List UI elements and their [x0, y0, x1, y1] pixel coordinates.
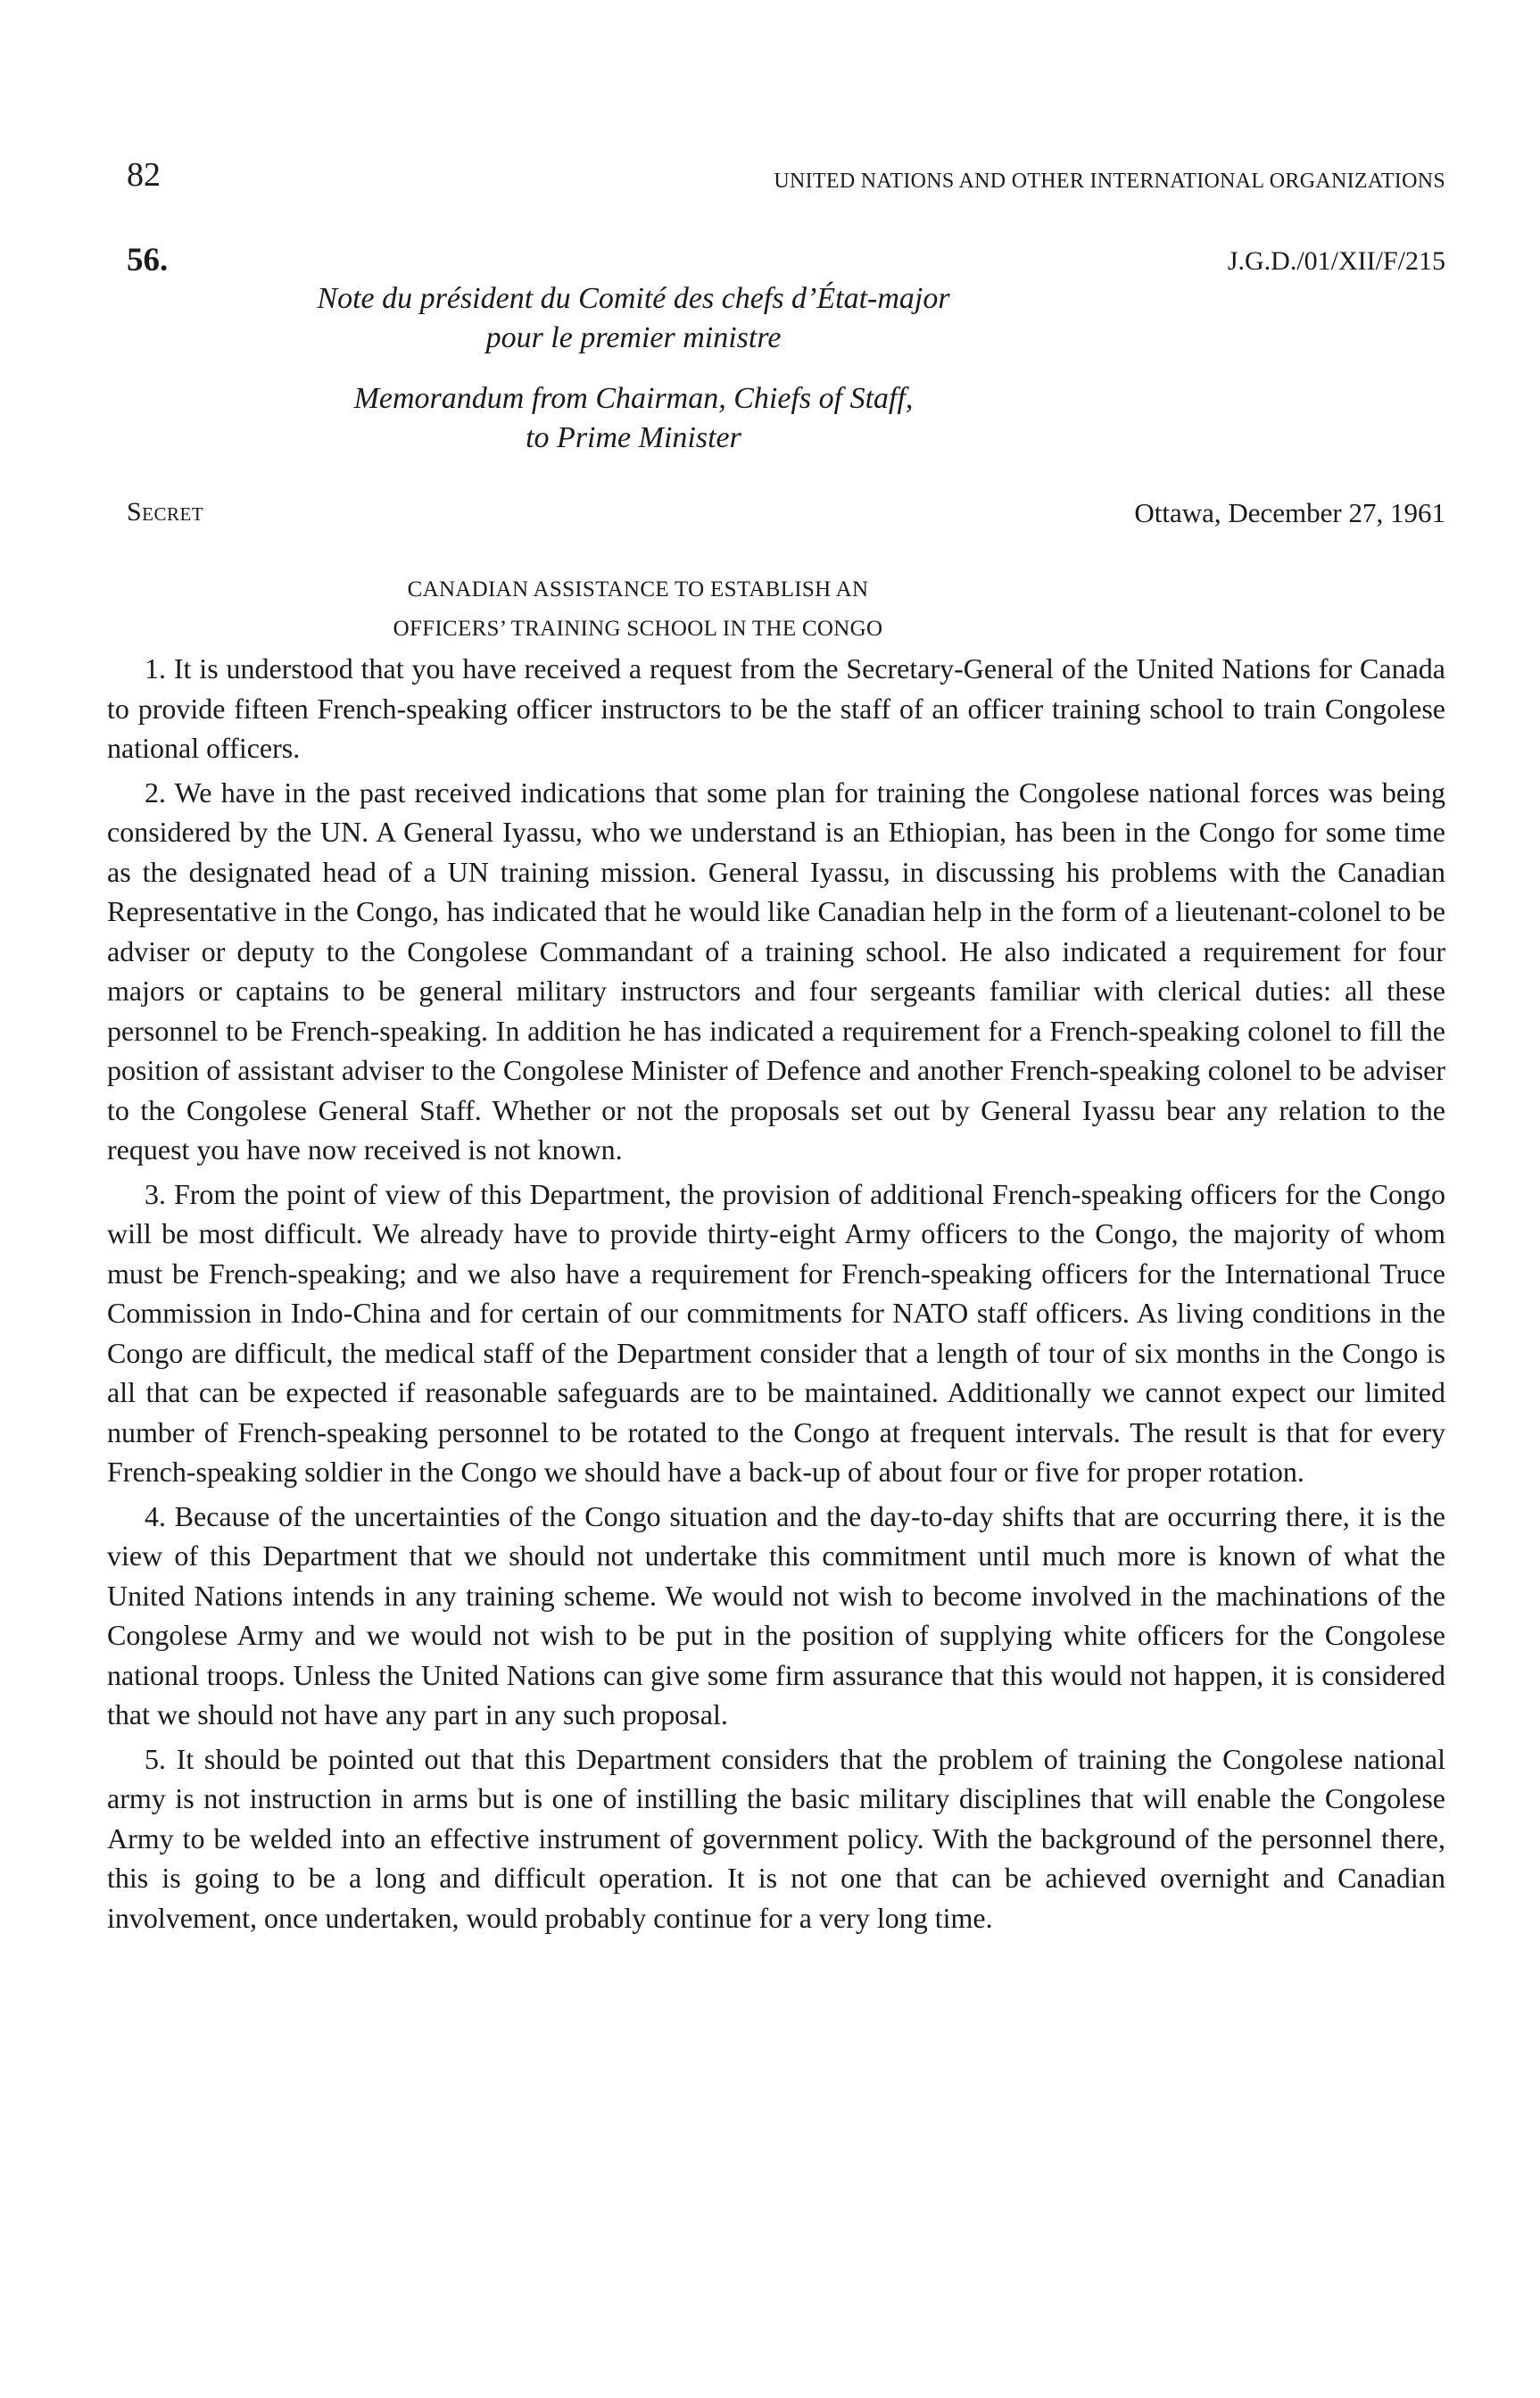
classification-row	[107, 485, 1445, 538]
subject-heading	[143, 570, 1133, 649]
place-and-date: Ottawa, December 27, 1961	[1134, 497, 1445, 528]
document-meta	[107, 214, 1445, 290]
subject-line: CANADIAN ASSISTANCE TO ESTABLISH AN	[407, 577, 869, 602]
paragraph: 1. It is understood that you have received a request from the Secretary-General of the United Nations for Canada to provide fifteen French-speaking officer instructors to be the staff of an officer training school to train Congolese national officers.	[107, 652, 1445, 764]
title-english	[187, 379, 1080, 458]
paragraph: 3. From the point of view of this Department, the provision of additional French-speaking officers for the Congo will be most difficult. We already have to provide thirty-eight Army officers to the Congo, the majority of whom must be French-speaking; and we also have a requirement for French-speaking officers for the International Truce Commission in Indo-China and for certain of our commitments for NATO staff officers. As living conditions in the Congo are difficult, the medical staff of the Department consider that a length of tour of six months in the Congo is all that can be expected if reasonable safeguards are to be maintained. Additionally we cannot expect our limited number of French-speaking personnel to be rotated to the Congo at frequent intervals. The result is that for every French-speaking soldier in the Congo we should have a back-up of about four or five for proper rotation.	[107, 1177, 1445, 1488]
running-header	[107, 143, 1445, 196]
subject-line: OFFICERS’ TRAINING SCHOOL IN THE CONGO	[393, 617, 883, 641]
title-french-line: pour le premier ministre	[485, 321, 782, 354]
document-number: 56.	[127, 242, 169, 278]
paragraph: 5. It should be pointed out that this Department considers that the problem of training the Congolese national army is not instruction in arms but is one of instilling the basic military disciplines that will enable the Congolese Army to be welded into an effective instrument of government policy. With the background of the personnel there, this is going to be a long and difficult operation. It is not one that can be achieved overnight and Canadian involvement, once undertaken, would probably continue for a very long time.	[107, 1742, 1445, 1934]
document-page	[107, 143, 1445, 1937]
document-titles	[187, 279, 1080, 458]
title-english-line: to Prime Minister	[526, 421, 741, 454]
document-reference: J.G.D./01/XII/F/215	[1227, 246, 1445, 276]
title-french-line: Note du président du Comité des chefs d’État-major	[317, 282, 950, 315]
memo-body	[107, 649, 1445, 1937]
title-french	[187, 279, 1080, 358]
paragraph: 4. Because of the uncertainties of the Congo situation and the day-to-day shifts that are occurring there, it is the view of this Department that we should not undertake this commitment until much more is known of what the United Nations intends in any training scheme. We would not wish to become involved in the machinations of the Congolese Army and we would not wish to be put in the position of supplying white officers for the Congolese national troops. Unless the United Nations can give some firm assurance that this would not happen, it is considered that we should not have any part in any such proposal.	[107, 1499, 1445, 1730]
running-title: UNITED NATIONS AND OTHER INTERNATIONAL ORGANIZATIONS	[774, 170, 1445, 193]
title-english-line: Memorandum from Chairman, Chiefs of Staff,	[353, 382, 914, 415]
paragraph: 2. We have in the past received indications that some plan for training the Congolese national forces was being considered by the UN. A General Iyassu, who we understand is an Ethiopian, has been in the Congo for some time as the designated head of a UN training mission. General Iyassu, in discussing his problems with the Canadian Representative in the Congo, has indicated that he would like Canadian help in the form of a lieutenant-colonel to be adviser or deputy to the Congolese Commandant of a training school. He also indicated a requirement for four majors or captains to be general military instructors and four sergeants familiar with clerical duties: all these personnel to be French-speaking. In addition he has indicated a requirement for a French-speaking colonel to fill the position of assistant adviser to the Congolese Minister of Defence and another French-speaking colonel to be adviser to the Congolese General Staff. Whether or not the proposals set out by General Iyassu bear any relation to the request you have now received is not known.	[107, 776, 1445, 1166]
page-number: 82	[127, 156, 161, 194]
security-classification: Secret	[127, 497, 204, 527]
